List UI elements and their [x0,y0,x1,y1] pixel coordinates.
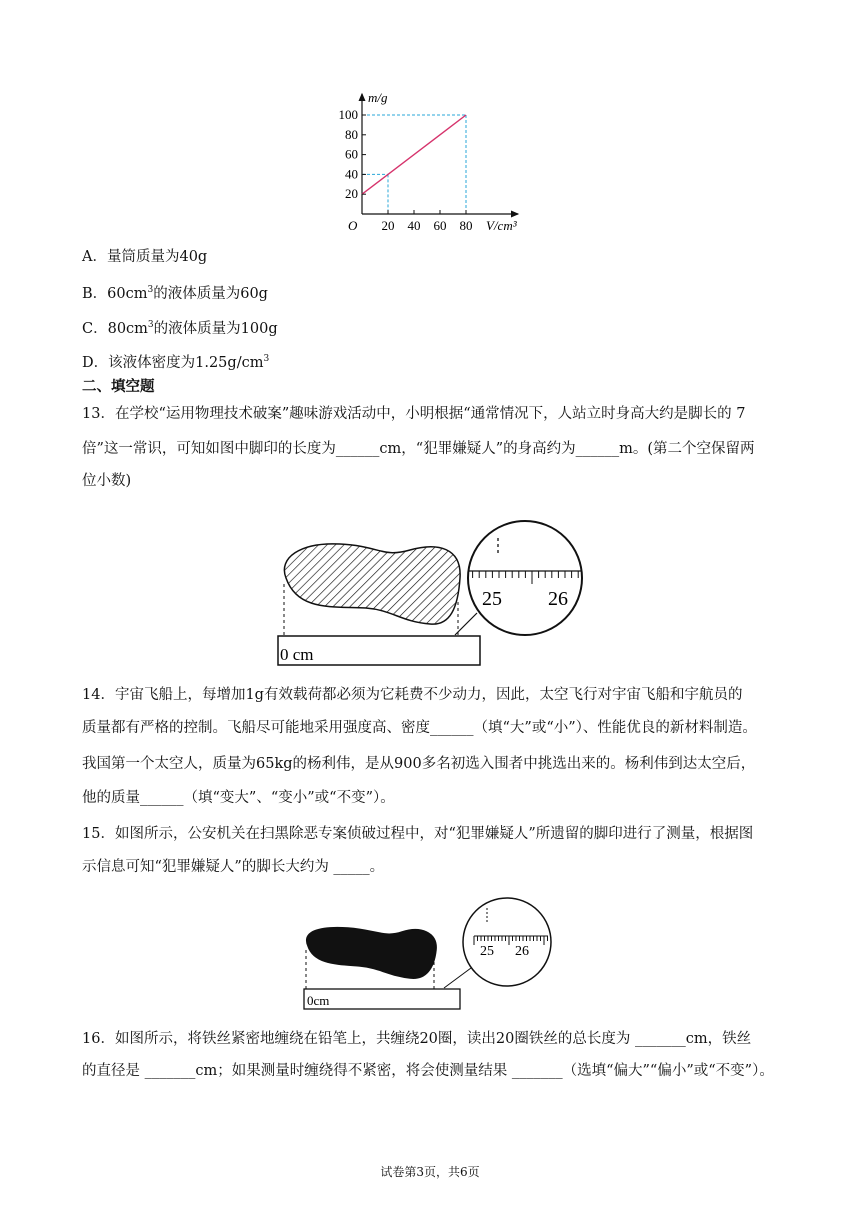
footprint-figure-15 [296,888,556,1013]
page-footer: 试卷第3页，共6页 [380,1165,480,1179]
option-c: C．$80cm^3$的液体质量为100g [82,320,278,337]
q14-line-2: 质量都有严格的控制。飞船尽可能地采用强度高、密度______（填“大”或“小”）、性能优良的新材料制造。 [82,720,757,736]
mag-label-25: 25 [482,588,502,610]
q13-line-3: 位小数) [82,473,132,489]
q14-line-1: 14．宇宙飞船上，每增加1g有效载荷都必须为它耗费不少动力，因此，太空飞行对宇宙飞船和宇航员的 [82,687,743,703]
y-tick-label-80: 80 [345,126,358,142]
q16-line-2: 的直径是 _______cm；如果测量时缠绕得不紧密，将会使测量结果 _______（选填“偏大”“偏小”或“不变”）。 [82,1063,774,1079]
q15-line-1: 15．如图所示，公安机关在扫黑除恶专案侦破过程中，对“犯罪嫌疑人”所遗留的脚印进行了测量，根据图 [82,826,754,842]
q14-line-3: 我国第一个太空人，质量为65kg的杨利伟，是从900多名初选入围者中挑选出来的。杨利伟到达太空后， [82,756,756,772]
option-d: D．该液体密度为$1.25g/cm^3$ [82,354,270,371]
mag-label-26: 26 [515,944,529,959]
mass-volume-chart [330,88,530,238]
y-tick-label-60: 60 [345,146,358,162]
mag-label-26: 26 [548,588,568,610]
footprint-icon [284,544,460,624]
magnifier-circle-icon [463,898,551,986]
mag-label-25: 25 [480,944,494,959]
y-tick-label-40: 40 [345,166,358,182]
option-a: A．量筒质量为40g [82,249,208,265]
y-tick-label-100: 100 [338,107,358,122]
footprint-figure-13 [270,508,600,670]
ruler-start-label: 0 cm [280,645,314,664]
q13-line-2: 倍”这一常识，可知如图中脚印的长度为______cm，“犯罪嫌疑人”的身高约为______m。(第二个空保留两 [82,441,755,457]
y-axis-label: m/g [368,90,388,105]
x-tick-label-40: 40 [407,218,421,233]
q16-line-1: 16．如图所示，将铁丝紧密地缠绕在铅笔上，共缠绕20圈，读出20圈铁丝的总长度为 _______cm，铁丝 [82,1031,752,1047]
q13-line-1: 13．在学校“运用物理技术破案”趣味游戏活动中，小明根据“通常情况下，人站立时身高大约是脚长的 7 [82,406,746,422]
origin-label: O [348,218,358,233]
q15-line-2: 示信息可知“犯罪嫌疑人”的脚长大约为 _____。 [82,859,385,875]
ruler-start-label: 0cm [307,993,330,1008]
q14-line-4: 他的质量______（填“变大”、“变小”或“不变”）。 [82,790,395,806]
series-line [362,115,466,194]
option-b: B．$60cm^3$的液体质量为60g [82,285,268,302]
y-tick-label-20: 20 [345,186,358,202]
footprint-icon [307,928,436,979]
x-tick-label-20: 20 [381,218,395,233]
x-tick-label-80: 80 [459,218,473,233]
x-axis-label: V/cm³ [486,218,517,233]
section-title: 二、填空题 [82,379,155,395]
x-tick-label-60: 60 [433,218,447,233]
